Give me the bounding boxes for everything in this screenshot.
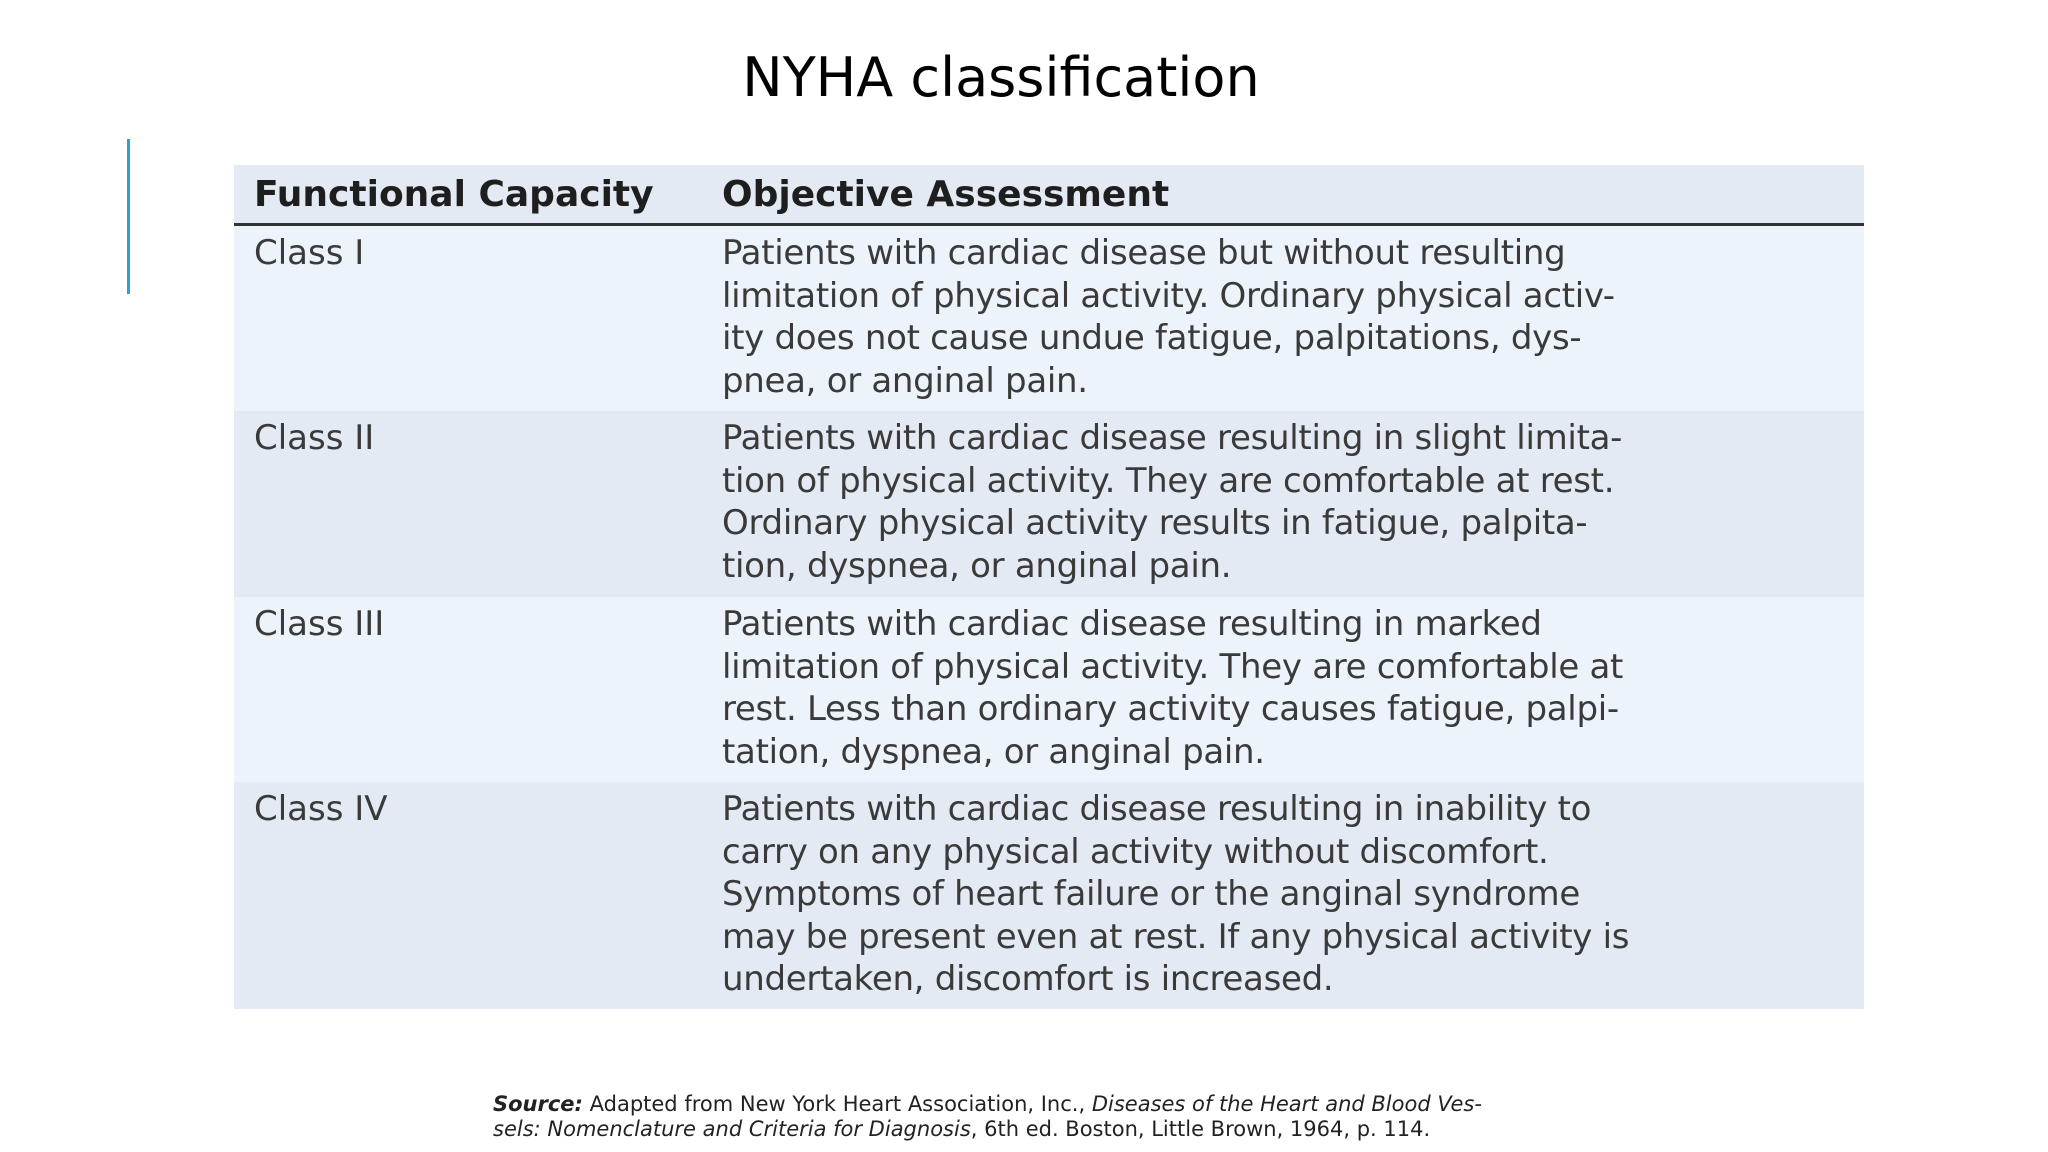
table-row-class-2 [234, 411, 1864, 597]
table-row-class-1 [234, 225, 1864, 412]
accent-bar [127, 139, 130, 294]
header-objective-assessment: Objective Assessment [719, 165, 1864, 225]
table-row-class-3 [234, 597, 1864, 782]
class-label: Class IV [234, 782, 719, 1009]
source-citation [493, 1092, 1653, 1142]
class-description: Patients with cardiac disease resulting in inability to carry on any physical activity without discomfort. Symptoms of heart failure or the anginal syndrome may be present even at rest. If any physical activity is undertaken, discomfort is increased. [719, 782, 1864, 1009]
class-description: Patients with cardiac disease resulting in marked limitation of physical activity. They are comfortable at rest. Less than ordinary activity causes fatigue, palpi- tation, dyspnea, or anginal pain. [719, 597, 1864, 782]
class-label: Class I [234, 225, 719, 412]
class-description: Patients with cardiac disease but without resulting limitation of physical activity. Ordinary physical activ- ity does not cause undue fatigue, palpitations, dys- pnea, or anginal pain. [719, 225, 1864, 412]
source-book-title: Diseases of the Heart and Blood Ves- sels: Nomenclature and Criteria for Diagnosis [493, 1092, 1482, 1141]
source-label: Source: [493, 1092, 583, 1116]
table-row-class-4 [234, 782, 1864, 1009]
class-description: Patients with cardiac disease resulting in slight limita- tion of physical activity. They are comfortable at rest. Ordinary physical activity results in fatigue, palpita- tion, dyspnea, or anginal pain. [719, 411, 1864, 597]
header-functional-capacity: Functional Capacity [234, 165, 719, 225]
class-label: Class III [234, 597, 719, 782]
nyha-table [234, 165, 1864, 1009]
class-label: Class II [234, 411, 719, 597]
source-text-before: Adapted from New York Heart Association, Inc., [582, 1092, 1092, 1116]
source-text-after: , 6th ed. Boston, Little Brown, 1964, p. 114. [970, 1117, 1431, 1141]
slide-title: NYHA classification [742, 46, 1260, 109]
table-header-row [234, 165, 1864, 225]
